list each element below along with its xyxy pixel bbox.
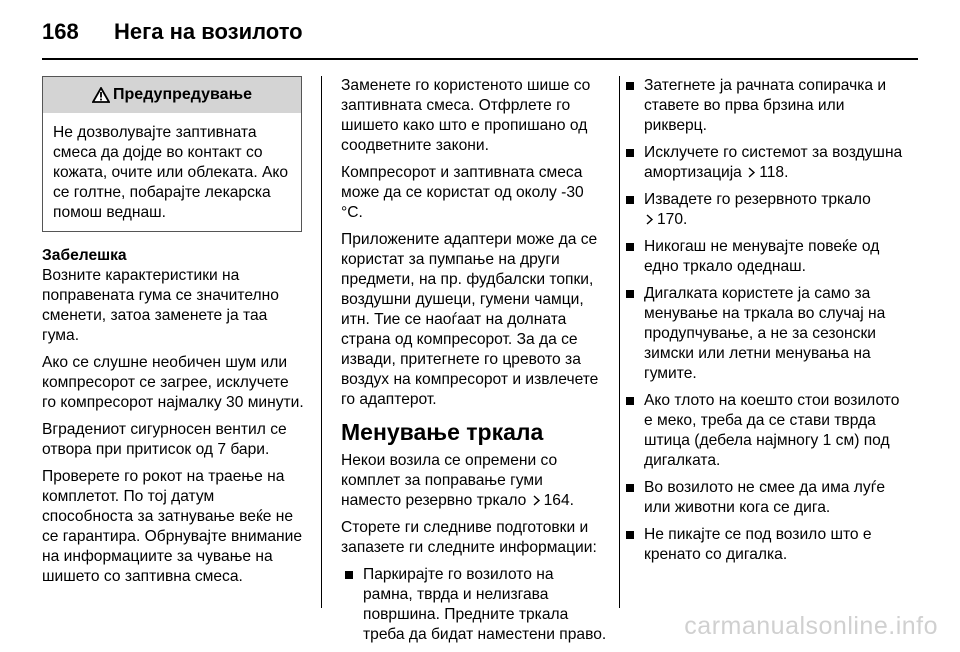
list-item: Паркирајте го возилото на рамна, тврда и нелизгава површина. Предните тркала треба да бидат наместени право. xyxy=(341,565,607,645)
bullet-square-icon xyxy=(626,484,634,492)
page-title: Нега на возилото xyxy=(114,19,303,44)
bullet-square-icon xyxy=(626,397,634,405)
page-number: 168 xyxy=(42,19,79,44)
column-3 xyxy=(622,76,904,572)
list-item: Во возилото не смее да има луѓе или животни кога се дига. xyxy=(622,478,904,518)
page-header xyxy=(42,12,303,52)
warning-title: Предупредување xyxy=(113,86,252,103)
warning-box xyxy=(42,76,302,232)
paragraph xyxy=(341,451,607,511)
bullet-square-icon xyxy=(626,196,634,204)
bullet-square-icon xyxy=(626,531,634,539)
paragraph: Возните карактеристики на поправената гума се значително сменети, затоа заменете ја таа гума. xyxy=(42,267,279,344)
section-heading: Менување тркала xyxy=(341,419,544,445)
list-item: Извадете го резервното тркало 170. xyxy=(622,190,904,230)
list-item: Никогаш не менувајте повеќе од едно тркало одеднаш. xyxy=(622,237,904,277)
column-divider xyxy=(321,76,322,608)
paragraph: Проверете го рокот на траење на комплетот. По тој датум способноста за затнување веќе не се гарантира. Обрнувајте внимание на информациите за чување на шишето со заптивна смеса. xyxy=(42,468,302,585)
list-item: Исклучете го системот за воздушна амортизација 118. xyxy=(622,143,904,183)
column-2 xyxy=(341,76,607,652)
list-item: Не пикајте се под возило што е кренато со дигалка. xyxy=(622,525,904,565)
list-item: Затегнете ја рачната сопирачка и ставете во прва брзина или рикверц. xyxy=(622,76,904,136)
list-item: Ако тлото на коешто стои возилото е меко, треба да се стави тврда штица (дебела најмногу 1 см) под дигалката. xyxy=(622,391,904,471)
page-reference[interactable]: 164. xyxy=(543,492,574,509)
paragraph: Ако се слушне необичен шум или компресорот се загрее, исклучете го компресорот најмалку 30 минути. xyxy=(42,354,304,411)
paragraph: Вградениот сигурносен вентил се отвора при притисок од 7 бари. xyxy=(42,421,287,458)
warning-triangle-icon xyxy=(92,87,110,103)
paragraph-text: Некои возила се опремени со комплет за поправање гуми наместо резервно тркало xyxy=(341,452,558,509)
page-reference[interactable]: 118. xyxy=(759,164,789,181)
bullet-square-icon xyxy=(626,149,634,157)
header-rule xyxy=(42,58,918,60)
warning-text: Не дозволувајте заптивната смеса да дојде во контакт со кожата, очите или облеката. Ако се голтне, побарајте лекарска помош веднаш. xyxy=(53,124,289,221)
list-item: Дигалката користете ја само за менување на тркала во случај на продупчување, а не за сезонски зимски или летни менувања на гумите. xyxy=(622,284,904,384)
paragraph: Приложените адаптери може да се користат за пумпање на други предмети, на пр. фудбалски топки, воздушни душеци, гумени чамци, итн. Тие се наоѓаат на долната страна од компресорот. За да се извади, притегнете го цревото за воздух на компресорот и извлечете го адаптерот. xyxy=(341,231,599,408)
bullet-list xyxy=(622,76,904,565)
page-reference-arrow-icon xyxy=(644,211,655,222)
paragraph: Сторете ги следниве подготовки и запазете ги следните информации: xyxy=(341,519,597,556)
page-reference-arrow-icon xyxy=(746,164,757,175)
column-1 xyxy=(42,76,304,594)
warning-header xyxy=(43,77,301,113)
paragraph: Компресорот и заптивната смеса може да се користат од околу -30 °C. xyxy=(341,164,584,221)
column-divider xyxy=(619,76,620,608)
note-title: Забелешка xyxy=(42,247,127,264)
watermark: carmanualsonline.info xyxy=(684,612,938,640)
bullet-square-icon xyxy=(626,243,634,251)
bullet-square-icon xyxy=(626,82,634,90)
paragraph: Заменете го користеното шише со заптивната смеса. Отфрлете го шишето како што е пропишано од соодветните закони. xyxy=(341,77,591,154)
page-reference-arrow-icon xyxy=(531,492,542,503)
page-reference[interactable]: 170. xyxy=(657,211,688,228)
bullet-square-icon xyxy=(626,290,634,298)
bullet-square-icon xyxy=(345,571,353,579)
